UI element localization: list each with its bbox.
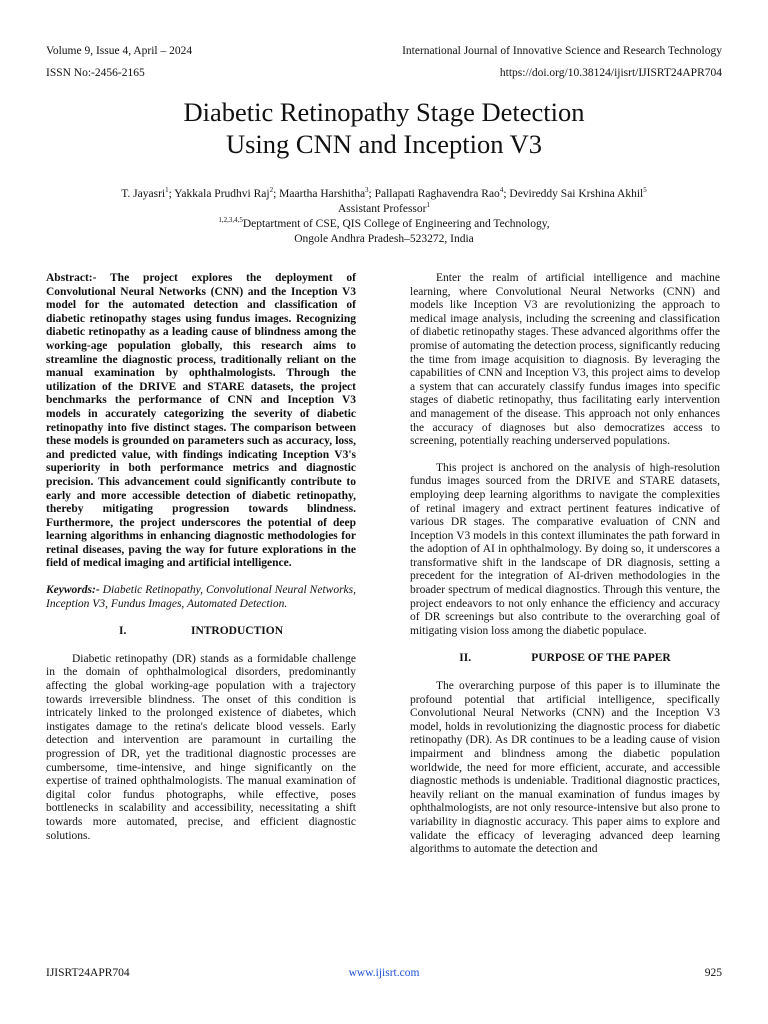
footer-website <box>0 966 768 980</box>
author-role <box>0 202 768 217</box>
author-superscript: 1 <box>165 186 169 195</box>
author-superscript: 5 <box>643 186 647 195</box>
title-line-1: Diabetic Retinopathy Stage Detection <box>183 97 585 127</box>
section-number: I. <box>118 625 127 638</box>
section-title: INTRODUCTION <box>190 625 283 638</box>
author-name: ; Maartha Harshitha <box>273 188 366 200</box>
issn: ISSN No:-2456-2165 <box>46 67 145 79</box>
right-column <box>410 272 720 857</box>
section-number: II. <box>459 652 472 665</box>
author-superscript: 2 <box>269 186 274 195</box>
author-list <box>0 187 768 202</box>
abstract: Abstract:- The project explores the deployment of Convolutional Neural Networks (CNN) and the Inception V3 model for the automated detection and classification of diabetic retinopathy stages using fundus images. Recognizing diabetic retinopathy as a leading cause of blindness among the working-age population globally, this research aims to streamline the diagnostic process, traditionally reliant on the manual examination by ophthalmologists. Through the utilization of the DRIVE and STARE datasets, the project benchmarks the performance of CNN and Inception V3 models in accurately categorizing the severity of diabetic retinopathy into five distinct stages. The comparison between these models is grounded on parameters such as accuracy, loss, and predicted value, with findings indicating Inception V3's superiority in both performance metrics and diagnostic precision. This advancement could significantly contribute to early and more accessible detection of diabetic retinopathy, thereby mitigating progression towards blindness. Furthermore, the project underscores the potential of deep learning algorithms in enhancing diagnostic methodologies for retinal diseases, paving the way for future explorations in the field of medical imaging and artificial intelligence. <box>46 272 356 570</box>
author-location: Ongole Andhra Pradesh–523272, India <box>294 233 474 245</box>
author-block <box>0 187 768 247</box>
purpose-paragraph-1: The overarching purpose of this paper is to illuminate the profound potential that artificial intelligence, specifically Convolutional Neural Networks (CNN) and the Inception V3 model, holds in revolutionizing the diagnostic process for diabetic retinopathy (DR). As DR continues to be a leading cause of vision impairment and blindness among the diabetic population worldwide, the need for more efficient, accurate, and accessible diagnostic methods is undeniable. Traditional diagnostic practices, heavily reliant on the manual examination of fundus images by ophthalmologists, are not only resource-intensive but also prone to variability in diagnostic accuracy. This paper aims to explore and validate the efficacy of leveraging advanced deep learning algorithms to automate the detection and <box>410 680 720 856</box>
affiliation-superscript: 1,2,3,4,5 <box>218 216 243 225</box>
keywords-text: Diabetic Retinopathy, Convolutional Neural Networks, Inception V3, Fundus Images, Automated Detection. <box>46 584 356 610</box>
author-name: T. Jayasri <box>121 188 166 200</box>
section-title: PURPOSE OF THE PAPER <box>531 652 671 665</box>
doi-link[interactable]: https://doi.org/10.38124/ijisrt/IJISRT24APR704 <box>499 67 722 79</box>
intro-paragraph-3: This project is anchored on the analysis of high-resolution fundus images sourced from the DRIVE and STARE datasets, employing deep learning algorithms to navigate the complexities of retinal imagery and extract pertinent features indicative of various DR stages. The comparative evaluation of CNN and Inception V3 models in this context illuminates the path forward in the adoption of AI in ophthalmology. By doing so, it underscores a transformative shift in the landscape of DR diagnosis, setting a precedent for the integration of AI-driven methodologies in the broader spectrum of medical diagnostics. Through this venture, the project endeavors to not only enhance the efficiency and accuracy of DR screenings but also contribute to the overarching goal of mitigating vision loss among the diabetic populace. <box>410 461 720 637</box>
website-link[interactable]: www.ijisrt.com <box>348 967 420 979</box>
journal-volume: Volume 9, Issue 4, April – 2024 <box>46 45 193 57</box>
role-superscript: 1 <box>426 201 430 210</box>
intro-paragraph-2: Enter the realm of artificial intelligence and machine learning, where Convolutional Neural Networks (CNN) and models like Inception V3 are revolutionizing the approach to medical image analysis, including the screening and classification of diabetic retinopathy stages. These advanced algorithms offer the promise of automating the detection process, significantly reducing the time from image acquisition to diagnosis. By leveraging the capabilities of CNN and Inception V3, this project aims to develop a system that can accurately classify fundus images into specific stages of diabetic retinopathy, thus facilitating early intervention and management of the disease. This approach not only enhances the accuracy of diagnoses but also democratizes access to screening, potentially reaching underserved populations. <box>410 272 720 448</box>
author-affiliation <box>0 217 768 232</box>
section-heading-introduction <box>46 625 356 639</box>
author-superscript: 3 <box>365 186 369 195</box>
keywords <box>46 584 356 611</box>
journal-name: International Journal of Innovative Science and Research Technology <box>402 45 722 57</box>
author-name: ; Yakkala Prudhvi Raj <box>168 188 270 200</box>
footer-paper-id: IJISRT24APR704 <box>46 967 130 979</box>
author-superscript: 4 <box>499 186 504 195</box>
author-name: ; Pallapati Raghavendra Rao <box>368 188 500 200</box>
affiliation-text: Deptartment of CSE, QIS College of Engineering and Technology, <box>242 218 550 230</box>
author-name: ; Devireddy Sai Krshina Akhil <box>503 188 644 200</box>
intro-paragraph-1: Diabetic retinopathy (DR) stands as a formidable challenge in the domain of ophthalmological disorders, predominantly affecting the global working-age population with a trajectory towards irreversible blindness. The onset of this condition is intricately linked to the prolonged existence of diabetes, which instigates damage to the retina's delicate blood vessels. Early detection and intervention are paramount in curtailing the progression of DR, yet the traditional diagnostic processes are cumbersome, time-intensive, and hinge significantly on the expertise of trained ophthalmologists. The manual examination of digital color fundus photographs, while effective, poses bottlenecks in scalability and accessibility, necessitating a shift towards more automated, precise, and efficient diagnostic solutions. <box>46 652 356 842</box>
keywords-label: Keywords:- <box>46 584 100 597</box>
page-number: 925 <box>704 967 722 979</box>
paper-title <box>0 96 768 160</box>
left-column <box>46 272 356 843</box>
role-text: Assistant Professor <box>338 203 427 215</box>
title-line-2: Using CNN and Inception V3 <box>225 129 542 159</box>
section-heading-purpose <box>410 652 720 666</box>
